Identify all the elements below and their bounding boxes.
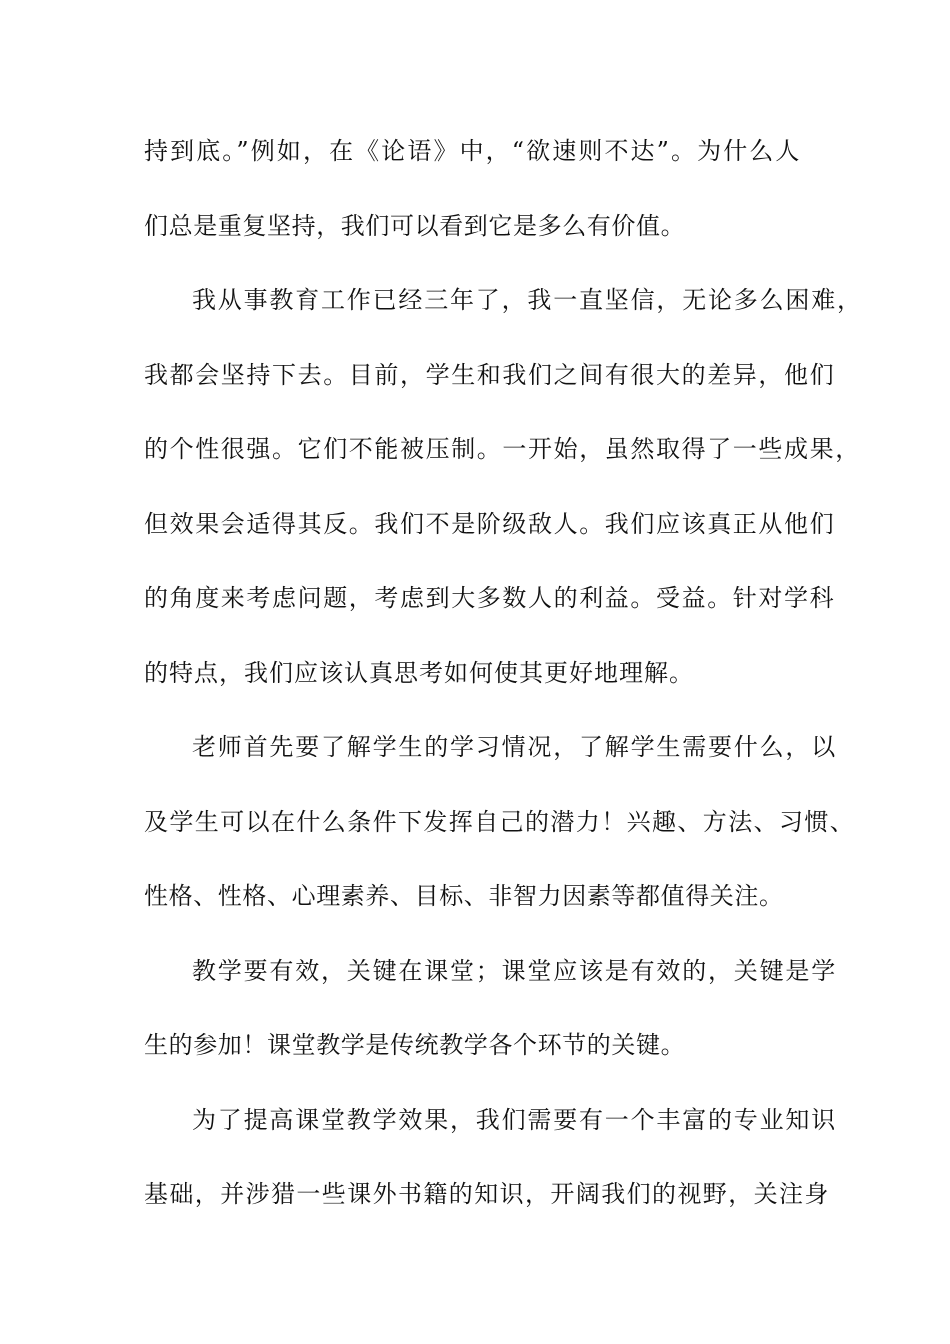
line-text: 我都会坚持下去。目前，学生和我们之间有很大的差异，他们: [144, 361, 836, 389]
paragraph-first-line: [0, 951, 950, 991]
line-text: 的特点，我们应该认真思考如何使其更好地理解。: [144, 659, 694, 687]
text-line: [0, 876, 950, 916]
line-text: 教学要有效，关键在课堂；课堂应该是有效的，关键是学: [192, 957, 837, 985]
text-line: [0, 131, 950, 171]
line-text: 的角度来考虑问题，考虑到大多数人的利益。受益。针对学科: [144, 584, 836, 612]
line-text: 生的参加！课堂教学是传统教学各个环节的关键。: [144, 1031, 686, 1059]
line-text: 们总是重复坚持，我们可以看到它是多么有价值。: [144, 212, 686, 240]
line-text: 持到底。”例如，在《论语》中，“欲速则不达”。为什么人: [144, 137, 802, 165]
text-line: [0, 578, 950, 618]
paragraph-first-line: [0, 1100, 950, 1140]
text-line: [0, 1174, 950, 1214]
text-line: [0, 429, 950, 469]
paragraph-first-line: [0, 727, 950, 767]
text-line: [0, 802, 950, 842]
line-text: 基础，并涉猎一些课外书籍的知识，开阔我们的视野，关注身: [144, 1180, 830, 1208]
text-line: [0, 653, 950, 693]
line-text: 为了提高课堂教学效果，我们需要有一个丰富的专业知识: [192, 1106, 837, 1134]
text-line: [0, 504, 950, 544]
line-text: 的个性很强。它们不能被压制。一开始，虽然取得了一些成果，: [144, 435, 861, 463]
line-text: 及学生可以在什么条件下发挥自己的潜力！兴趣、方法、习惯、: [144, 808, 856, 836]
line-text: 但效果会适得其反。我们不是阶级敌人。我们应该真正从他们: [144, 510, 836, 538]
line-text: 我从事教育工作已经三年了，我一直坚信，无论多么困难，: [192, 286, 863, 314]
text-line: [0, 1025, 950, 1065]
text-line: [0, 206, 950, 246]
paragraph-first-line: [0, 280, 950, 320]
line-text: 性格、性格、心理素养、目标、非智力因素等都值得关注。: [144, 882, 784, 910]
text-line: [0, 355, 950, 395]
line-text: 老师首先要了解学生的学习情况，了解学生需要什么，以: [192, 733, 837, 761]
